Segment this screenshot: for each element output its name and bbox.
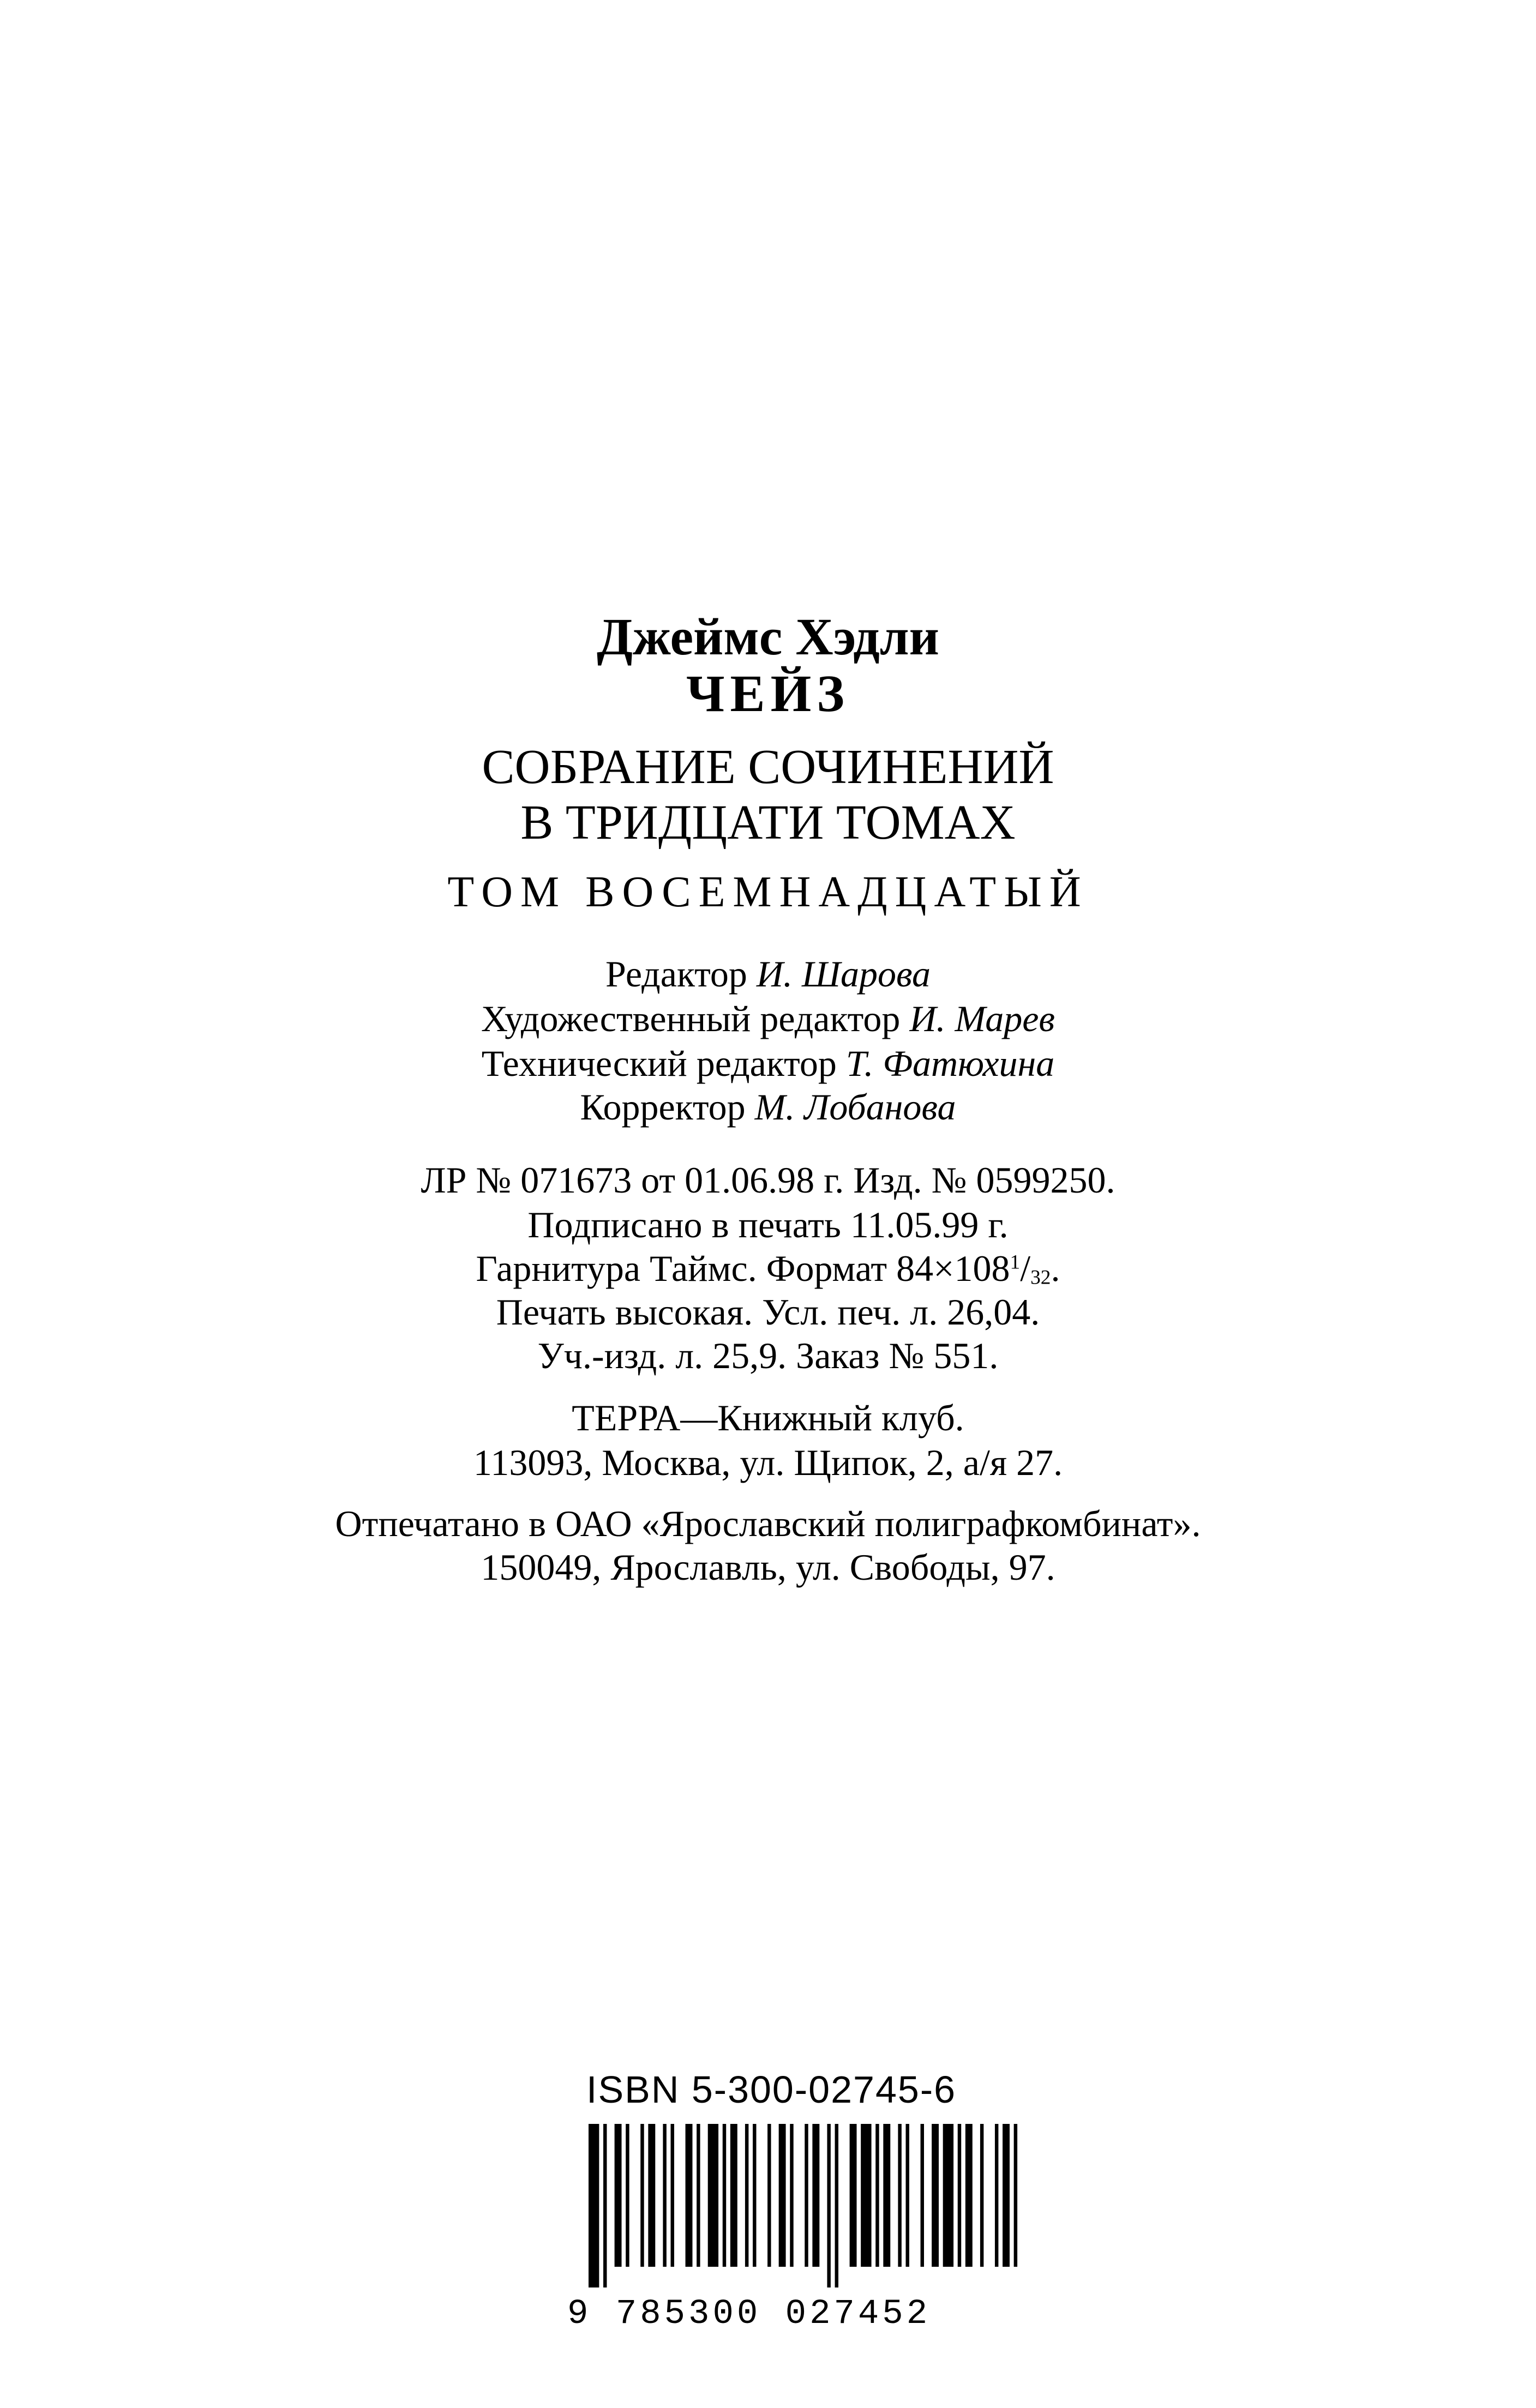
- format-end: .: [1051, 1248, 1060, 1289]
- credit-art-editor: [0, 1000, 1536, 1037]
- barcode-bar: [686, 2124, 693, 2267]
- barcode-bar: [697, 2124, 700, 2267]
- barcode-bar: [995, 2124, 998, 2267]
- barcode-image: [586, 2124, 1023, 2287]
- credit-person: И. Марев: [909, 998, 1055, 1039]
- barcode-bar: [730, 2124, 737, 2267]
- series-title-line-2: В ТРИДЦАТИ ТОМАХ: [520, 796, 1016, 850]
- credit-role: Художественный редактор: [481, 998, 901, 1039]
- volume-title: ТОМ ВОСЕМНАДЦАТЫЙ: [447, 868, 1089, 916]
- barcode-bar: [812, 2124, 819, 2267]
- typeface-format-line: [0, 1250, 1536, 1288]
- barcode-bar: [1003, 2124, 1010, 2267]
- barcode-bar: [805, 2124, 808, 2267]
- credit-role: Корректор: [580, 1086, 746, 1128]
- barcode-digit-group-2: 027452: [785, 2295, 931, 2334]
- typeface-format-text: Гарнитура Таймс. Формат 84×108: [476, 1248, 1010, 1289]
- barcode-bar: [1014, 2124, 1017, 2267]
- credit-person: И. Шарова: [756, 953, 931, 995]
- barcode-bar: [921, 2124, 924, 2267]
- publisher-address: 113093, Москва, ул. Щипок, 2, а/я 27.: [473, 1442, 1063, 1483]
- barcode-bar: [965, 2124, 973, 2267]
- barcode-bar: [827, 2124, 830, 2287]
- barcode-digit-group-1: 785300: [615, 2295, 761, 2334]
- barcode-bar: [767, 2124, 771, 2267]
- barcode-bar: [943, 2124, 953, 2267]
- credit-technical-editor: [0, 1045, 1536, 1082]
- barcode-bar: [723, 2124, 726, 2267]
- credit-person: Т. Фатюхина: [845, 1043, 1055, 1084]
- barcode-bar: [745, 2124, 748, 2267]
- barcode-bar: [589, 2124, 599, 2287]
- barcode-bar: [850, 2124, 857, 2267]
- barcode-bar: [906, 2124, 909, 2267]
- printer-address: 150049, Ярославль, ул. Свободы, 97.: [481, 1546, 1055, 1588]
- barcode-bar: [671, 2124, 674, 2267]
- author-first-name: Джеймс Хэдли: [597, 607, 939, 666]
- barcode-bar: [626, 2124, 629, 2267]
- barcode-bar: [861, 2124, 871, 2267]
- isbn-number: ISBN 5-300-02745-6: [586, 2068, 957, 2111]
- barcode-bar: [958, 2124, 961, 2267]
- credit-person: М. Лобанова: [754, 1086, 956, 1128]
- barcode-digits: [567, 2295, 1020, 2334]
- barcode-bar: [779, 2124, 786, 2267]
- credit-editor: [0, 953, 1536, 995]
- print-sheets-line: Печать высокая. Усл. печ. л. 26,04.: [496, 1291, 1040, 1333]
- credit-role: Технический редактор: [481, 1043, 837, 1084]
- barcode-bar: [708, 2124, 718, 2267]
- barcode-bar: [753, 2124, 756, 2267]
- barcode-bar: [648, 2124, 655, 2267]
- barcode-bar: [615, 2124, 622, 2267]
- barcode-bar: [980, 2124, 983, 2267]
- author-surname: ЧЕЙЗ: [686, 664, 850, 723]
- license-line: ЛР № 071673 от 01.06.98 г. Изд. № 0599250.: [421, 1159, 1115, 1201]
- printer-name: Отпечатано в ОАО «Ярославский полиграфкомбинат».: [335, 1503, 1201, 1544]
- barcode-bar: [875, 2124, 879, 2267]
- barcode-bar: [603, 2124, 607, 2287]
- series-title-line-1: СОБРАНИЕ СОЧИНЕНИЙ: [482, 740, 1054, 794]
- barcode-bar: [898, 2124, 901, 2267]
- format-subscript: 32: [1030, 1266, 1051, 1289]
- format-superscript: 1: [1010, 1251, 1021, 1274]
- format-separator: /: [1020, 1248, 1031, 1289]
- barcode-bar: [835, 2124, 838, 2287]
- barcode-lead-digit: 9: [567, 2295, 592, 2334]
- credit-proofreader: [0, 1086, 1536, 1128]
- barcode-bar: [790, 2124, 793, 2267]
- barcode-bar: [883, 2124, 890, 2267]
- publisher-name: ТЕРРА—Книжный клуб.: [572, 1397, 964, 1438]
- credit-role: Редактор: [605, 953, 747, 995]
- signed-to-print-line: Подписано в печать 11.05.99 г.: [527, 1204, 1009, 1245]
- order-line: Уч.-изд. л. 25,9. Заказ № 551.: [537, 1335, 999, 1376]
- barcode-bar: [932, 2124, 939, 2267]
- barcode-bar: [663, 2124, 666, 2267]
- barcode-bar: [640, 2124, 644, 2267]
